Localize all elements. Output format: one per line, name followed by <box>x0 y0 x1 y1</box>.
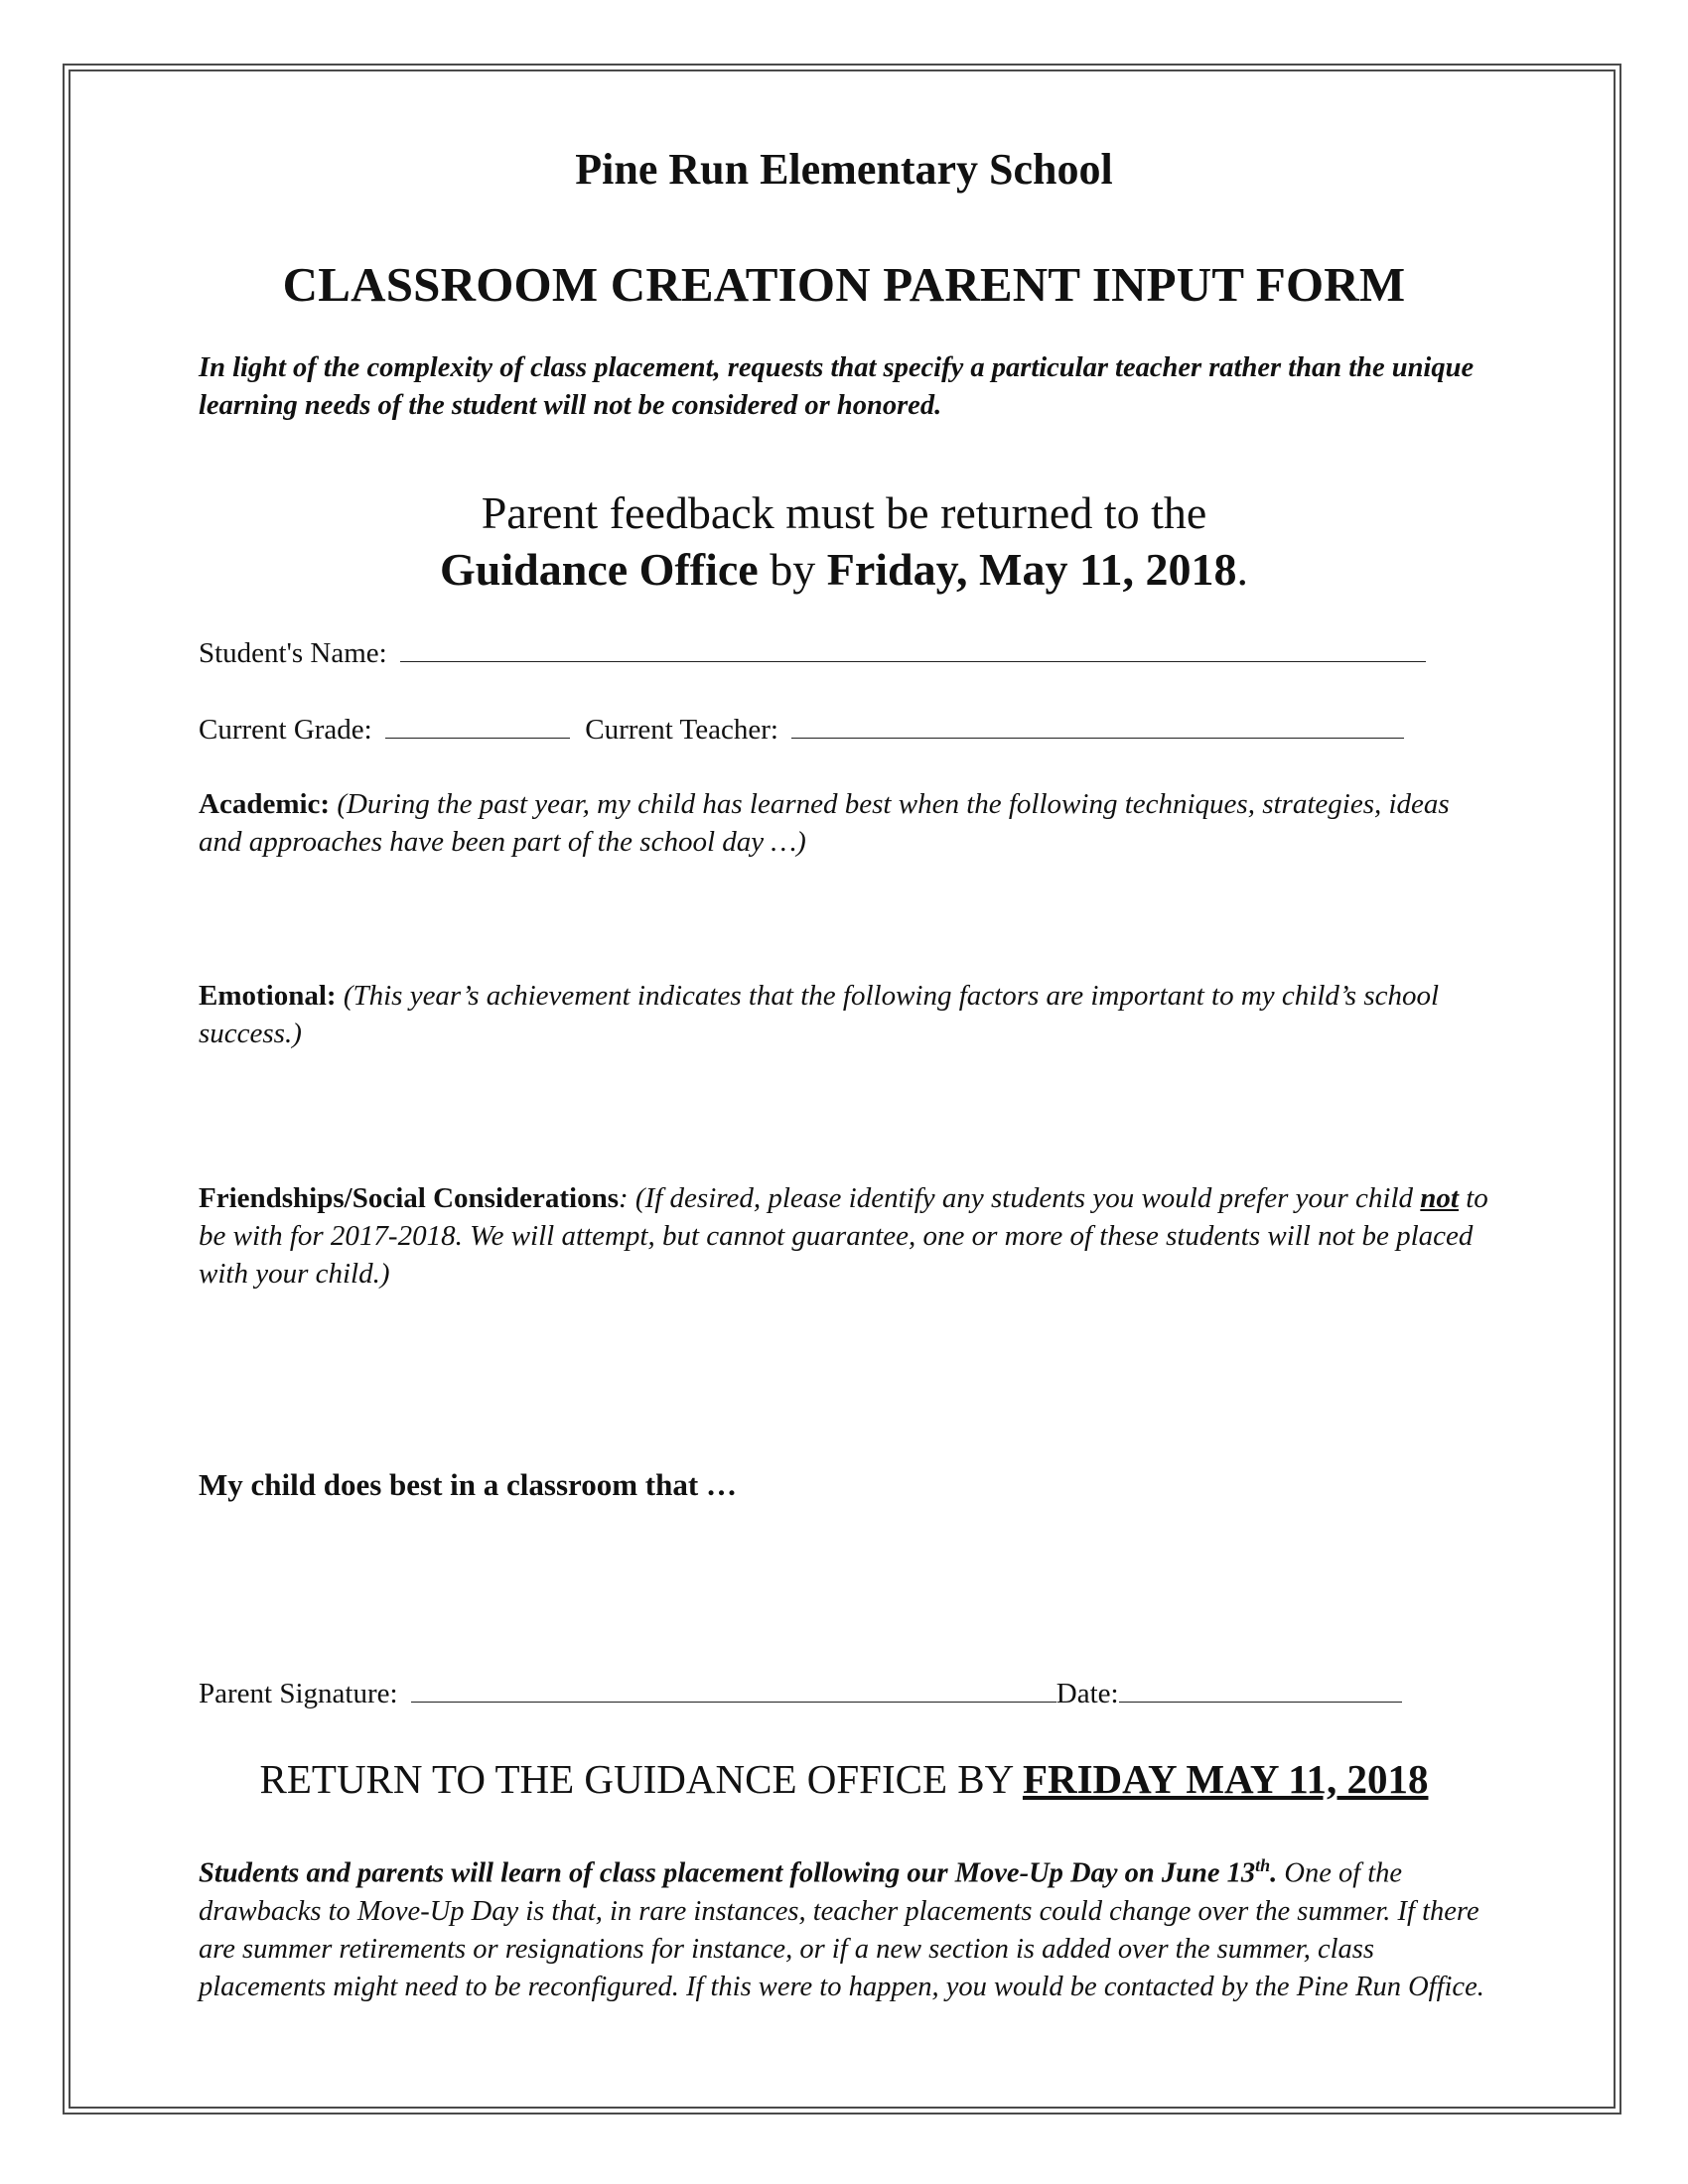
form-title: CLASSROOM CREATION PARENT INPUT FORM <box>282 257 1406 312</box>
academic-description: (During the past year, my child has learned best when the following techniques, strategies, ideas and approaches have been part of the school day …) <box>199 788 1450 858</box>
social-colon: : <box>619 1182 629 1214</box>
current-teacher-label: Current Teacher: <box>585 714 778 746</box>
parent-signature-field[interactable] <box>411 1676 1056 1703</box>
current-teacher-field[interactable] <box>791 712 1404 739</box>
closing-lead-sup: th <box>1255 1855 1271 1875</box>
social-section <box>199 1179 1489 1293</box>
return-prefix: RETURN TO THE GUIDANCE OFFICE BY <box>259 1756 1023 1802</box>
deadline-line-2 <box>0 543 1688 596</box>
emotional-heading: Emotional: <box>199 980 337 1012</box>
placement-notice: In light of the complexity of class placement, requests that specify a particular teacher rather than the unique learning needs of the student will not be considered or honored. <box>199 352 1475 421</box>
deadline-date: Friday, May 11, 2018 <box>826 544 1237 595</box>
closing-lead-end: . <box>1270 1857 1278 1889</box>
closing-body: One of the drawbacks to Move-Up Day is that, in rare instances, teacher placements could change over the summer. If there are summer retirements or resignations for instance, or if a new section is added over the summer, class placements might need to be reconfigured. If this were to happen, you would be contacted by the Pine Run Office. <box>199 1857 1484 2002</box>
date-label: Date: <box>1055 1678 1119 1709</box>
social-not-emphasis: not <box>1420 1182 1459 1214</box>
academic-heading: Academic: <box>199 788 331 820</box>
social-heading: Friendships/Social Considerations <box>199 1182 619 1214</box>
student-name-label: Student's Name: <box>199 637 387 669</box>
academic-section <box>199 785 1489 861</box>
social-description-start: (If desired, please identify any students you would prefer your child <box>628 1182 1421 1214</box>
deadline-period: . <box>1236 544 1248 595</box>
parent-signature-label: Parent Signature: <box>199 1678 398 1709</box>
return-notice <box>0 1755 1688 1803</box>
current-grade-field[interactable] <box>385 712 570 739</box>
signature-row <box>199 1676 1402 1710</box>
student-name-row <box>199 635 1426 670</box>
date-field[interactable] <box>1119 1676 1402 1703</box>
classroom-prompt: My child does best in a classroom that … <box>199 1467 737 1502</box>
closing-lead: Students and parents will learn of class placement following our Move-Up Day on June 13 <box>199 1857 1256 1889</box>
student-name-field[interactable] <box>400 635 1426 662</box>
current-grade-label: Current Grade: <box>199 714 372 746</box>
school-name: Pine Run Elementary School <box>575 145 1113 194</box>
emotional-section <box>199 977 1489 1052</box>
grade-teacher-row <box>199 712 1404 747</box>
social-description-end: to be with for 2017-2018. We will attempt, but cannot guarantee, one or more of these students will not be placed with your child.) <box>199 1182 1488 1290</box>
return-date: FRIDAY MAY 11, 2018 <box>1022 1756 1429 1802</box>
deadline-office: Guidance Office <box>440 544 759 595</box>
emotional-description: (This year’s achievement indicates that the following factors are important to my child’s school success.) <box>199 980 1440 1049</box>
deadline-line-1: Parent feedback must be returned to the <box>481 487 1207 538</box>
deadline-by: by <box>758 544 827 595</box>
closing-paragraph <box>199 1846 1489 2006</box>
